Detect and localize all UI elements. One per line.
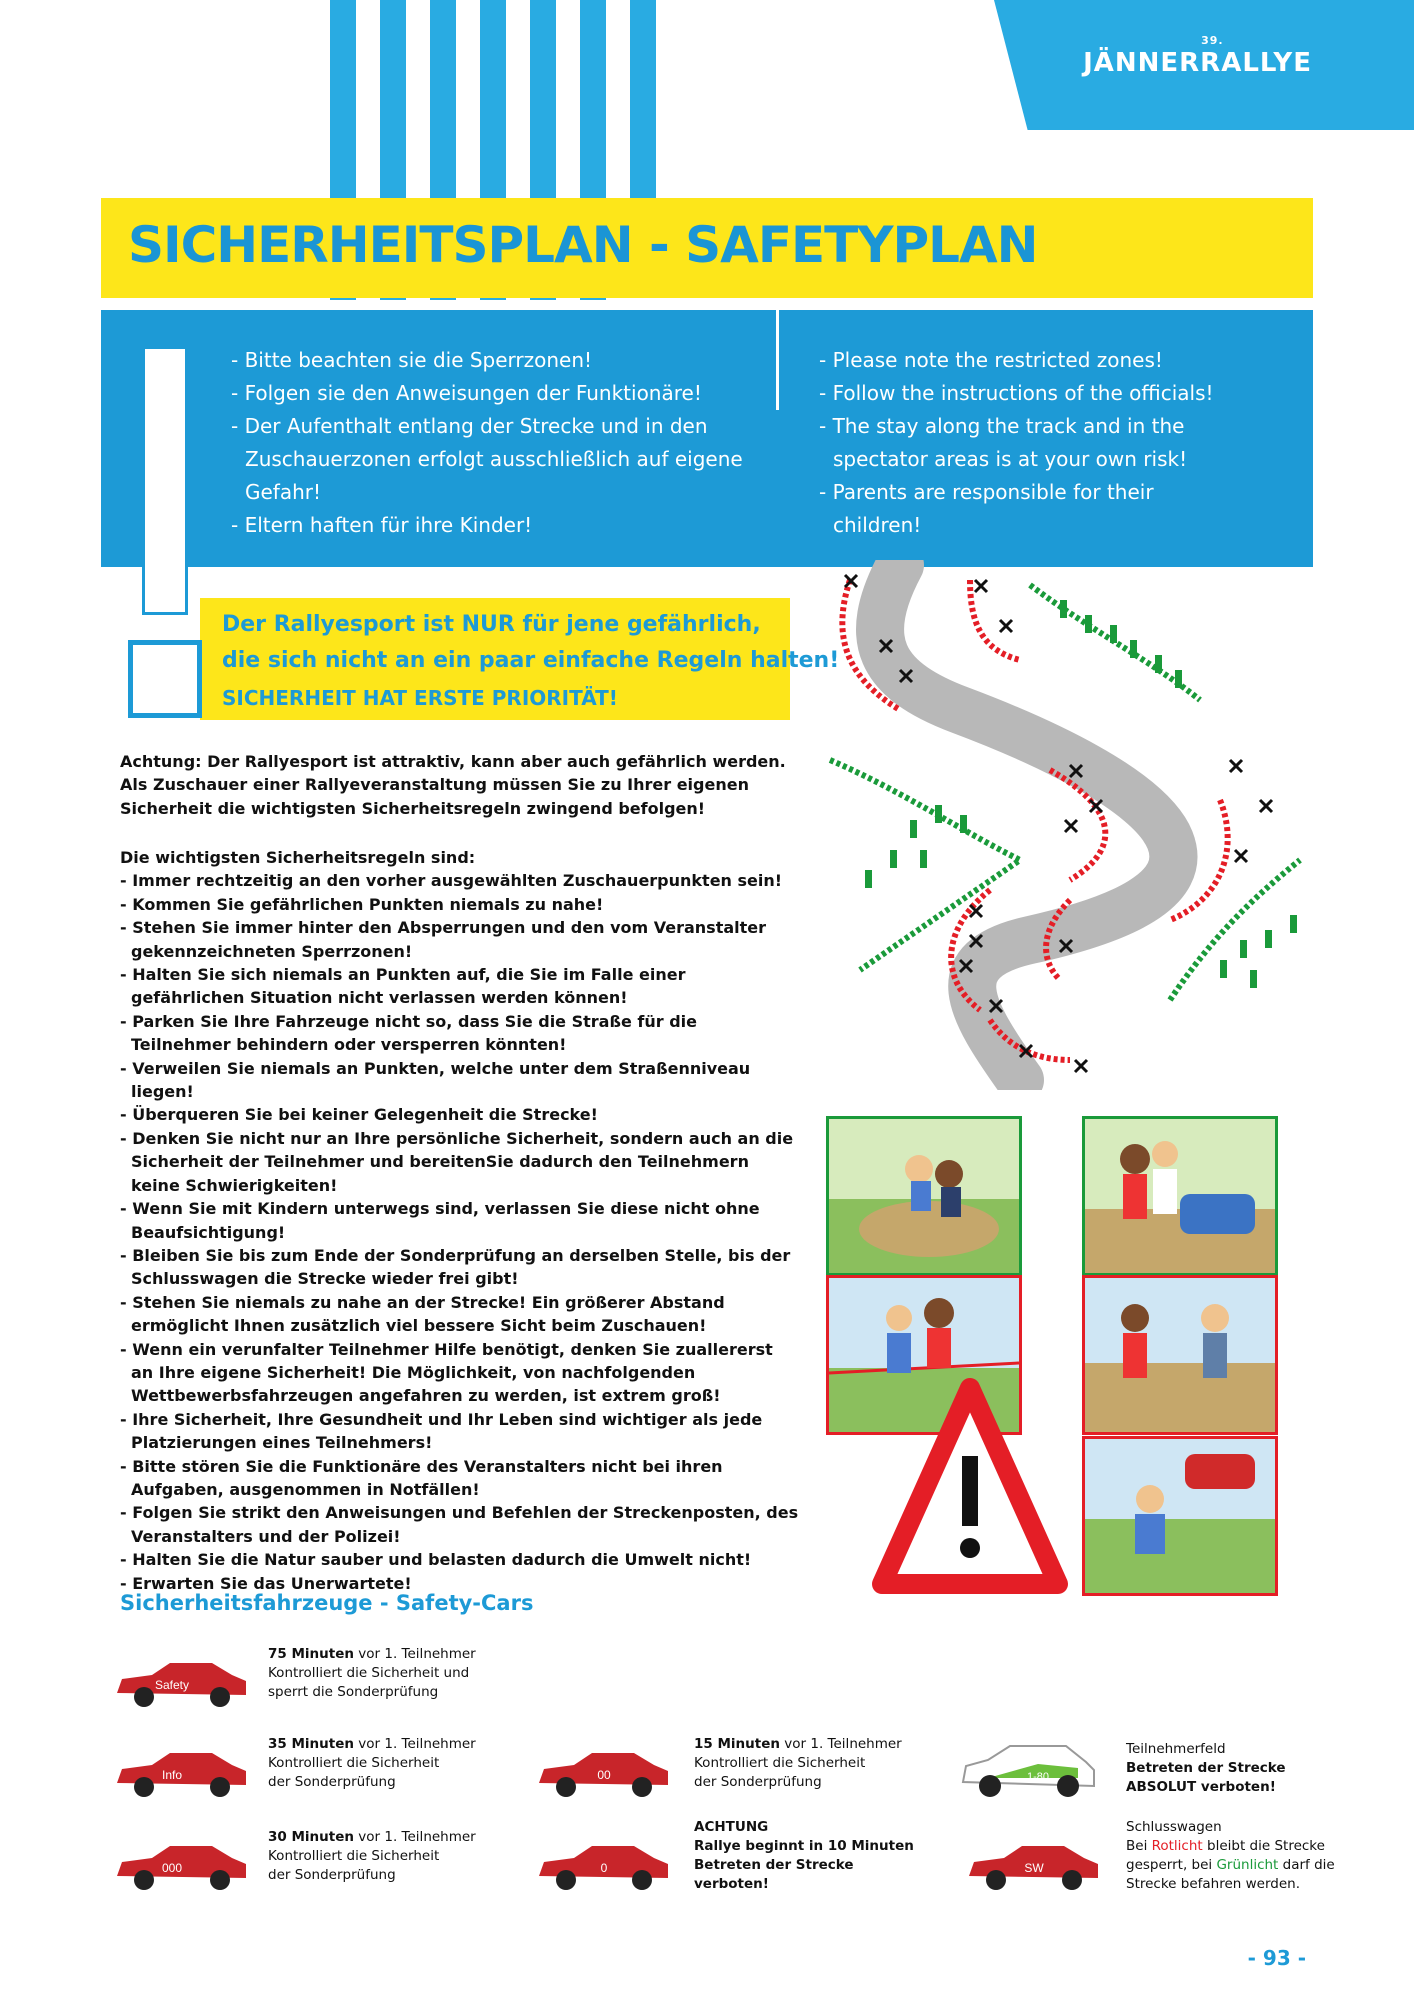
info-item: - Der Aufenthalt entlang der Strecke und in den Zuschauerzonen erfolgt ausschließlich auf eigene Gefahr! (231, 414, 743, 504)
intro-text: Achtung: Der Rallyesport ist attraktiv, kann aber auch gefährlich werden. Als Zuschauer einer Rallyeveranstaltung müssen Sie zu Ihrer eigenen Sicherheit die wichtigsten Sicherheitsregeln zwingend befolgen! (120, 752, 786, 818)
rule-item: - Halten Sie sich niemals an Punkten auf, die Sie im Falle einer gefährlichen Situation nicht verlassen werden können! (120, 965, 686, 1008)
car-icon (958, 1738, 1098, 1802)
rules-block (120, 846, 800, 1595)
info-box (101, 310, 1313, 567)
svg-text:00: 00 (597, 1768, 611, 1782)
rule-item: - Stehen Sie immer hinter den Absperrungen und den vom Veranstalter gekennzeichneten Sperrzonen! (120, 918, 767, 961)
exclamation-mark-icon (142, 346, 188, 615)
warning-line: Der Rallyesport ist NUR für jene gefährlich, (222, 612, 761, 637)
info-list-en (819, 344, 1229, 542)
info-item: - The stay along the track and in the spectator areas is at your own risk! (819, 414, 1188, 471)
svg-text:Safety: Safety (154, 1678, 190, 1692)
rule-item: - Verweilen Sie niemals an Punkten, welche unter dem Straßenniveau liegen! (120, 1058, 751, 1102)
safety-cars-heading: Sicherheitsfahrzeuge - Safety-Cars (120, 1591, 534, 1615)
info-item: - Folgen sie den Anweisungen der Funktionäre! (231, 381, 702, 405)
info-item: - Follow the instructions of the officials! (819, 381, 1214, 405)
illustration-panel (1082, 1436, 1278, 1596)
svg-text:Info: Info (161, 1768, 183, 1782)
rule-item: - Erwarten Sie das Unerwartete! (120, 1573, 412, 1593)
rule-item: - Denken Sie nicht nur an Ihre persönliche Sicherheit, sondern auch an die Sicherheit der Teilnehmer und bereitenSie dadurch den Teilnehmern keine Schwierigkeiten! (120, 1128, 794, 1195)
info-item: - Please note the restricted zones! (819, 348, 1163, 372)
info-item: - Parents are responsible for their children! (819, 480, 1154, 537)
car-icon (534, 1743, 674, 1799)
road (880, 565, 1173, 1080)
rule-item: - Stehen Sie niemals zu nahe an der Strecke! Ein größerer Abstand ermöglicht Ihnen zusätzlich viel bessere Sicht beim Zuschauen! (120, 1292, 725, 1336)
illustration-panel (1082, 1116, 1278, 1276)
warning-line: SICHERHEIT HAT ERSTE PRIORITÄT! (222, 686, 618, 710)
warning-line: die sich nicht an ein paar einfache Regeln halten! (222, 648, 840, 673)
car-description: 30 Minuten vor 1. Teilnehmer Kontrolliert die Sicherheit der Sonderprüfung (268, 1829, 476, 1883)
rule-item: - Bleiben Sie bis zum Ende der Sonderprüfung an derselben Stelle, bis der Schlusswagen die Strecke wieder frei gibt! (120, 1245, 791, 1289)
info-item: - Bitte beachten sie die Sperrzonen! (231, 348, 593, 372)
event-logo: 39. JÄNNERRALLYE (1083, 34, 1312, 78)
svg-text:0: 0 (600, 1861, 608, 1875)
car-icon (112, 1743, 252, 1799)
rule-item: - Bitte stören Sie die Funktionäre des Veranstalters nicht bei ihren Aufgaben, ausgenommen in Notfällen! (120, 1456, 723, 1499)
rule-item: - Ihre Sicherheit, Ihre Gesundheit und Ihr Leben sind wichtiger als jede Platzierungen eines Teilnehmers! (120, 1409, 763, 1453)
info-divider (776, 310, 779, 410)
car-icon (534, 1836, 674, 1892)
info-list-de (231, 344, 751, 542)
danger-zone (970, 580, 1020, 660)
rule-item: - Halten Sie die Natur sauber und belasten dadurch die Umwelt nicht! (120, 1550, 752, 1570)
svg-text:1-80: 1-80 (1026, 1771, 1050, 1783)
rule-item: - Folgen Sie strikt den Anweisungen und Befehlen der Streckenposten, des Veranstalters und der Polizei! (120, 1503, 799, 1546)
warning-triangle-icon (870, 1376, 1070, 1600)
rule-item: - Parken Sie Ihre Fahrzeuge nicht so, dass Sie die Straße für die Teilnehmer behindern oder versperren könnten! (120, 1011, 697, 1055)
car-icon (964, 1836, 1104, 1892)
car-description: 35 Minuten vor 1. Teilnehmer Kontrolliert die Sicherheit der Sonderprüfung (268, 1736, 476, 1790)
illustration-panel (1082, 1275, 1278, 1435)
car-description: Schlusswagen Bei Rotlicht bleibt die Strecke gesperrt, bei Grünlicht darf die Strecke befahren werden. (1126, 1819, 1335, 1892)
car-description: Teilnehmerfeld Betreten der Strecke ABSOLUT verboten! (1126, 1741, 1286, 1795)
page-title: SICHERHEITSPLAN - SAFETYPLAN (128, 216, 1038, 274)
exclamation-dot-icon (128, 640, 202, 718)
road-safety-diagram (820, 560, 1320, 1090)
rule-item: - Überqueren Sie bei keiner Gelegenheit die Strecke! (120, 1105, 598, 1125)
svg-text:000: 000 (161, 1861, 183, 1875)
svg-text:SW: SW (1024, 1861, 1044, 1875)
car-description: 75 Minuten vor 1. Teilnehmer Kontrolliert die Sicherheit und sperrt die Sonderprüfung (268, 1646, 476, 1700)
rule-item: - Wenn ein verunfalter Teilnehmer Hilfe benötigt, denken Sie zuallererst an Ihre eigene Sicherheit! Die Möglichkeit, von nachfolgenden Wettbewerbsfahrzeugen angefahren zu werden, ist extrem groß! (120, 1339, 773, 1406)
car-description: ACHTUNG Rallye beginnt in 10 Minuten Betreten der Strecke verboten! (694, 1819, 914, 1892)
car-icon (112, 1836, 252, 1892)
page-number: - 93 - (1247, 1946, 1306, 1970)
car-icon (112, 1653, 252, 1709)
car-description: 15 Minuten vor 1. Teilnehmer Kontrolliert die Sicherheit der Sonderprüfung (694, 1736, 902, 1790)
rule-item: - Kommen Sie gefährlichen Punkten niemals zu nahe! (120, 894, 604, 914)
rule-item: - Immer rechtzeitig an den vorher ausgewählten Zuschauerpunkten sein! (120, 871, 783, 891)
info-item: - Eltern haften für ihre Kinder! (231, 513, 533, 537)
rule-item: - Wenn Sie mit Kindern unterwegs sind, verlassen Sie diese nicht ohne Beaufsichtigung! (120, 1199, 760, 1242)
rules-heading: Die wichtigsten Sicherheitsregeln sind: (120, 848, 476, 867)
illustration-panel (826, 1116, 1022, 1276)
